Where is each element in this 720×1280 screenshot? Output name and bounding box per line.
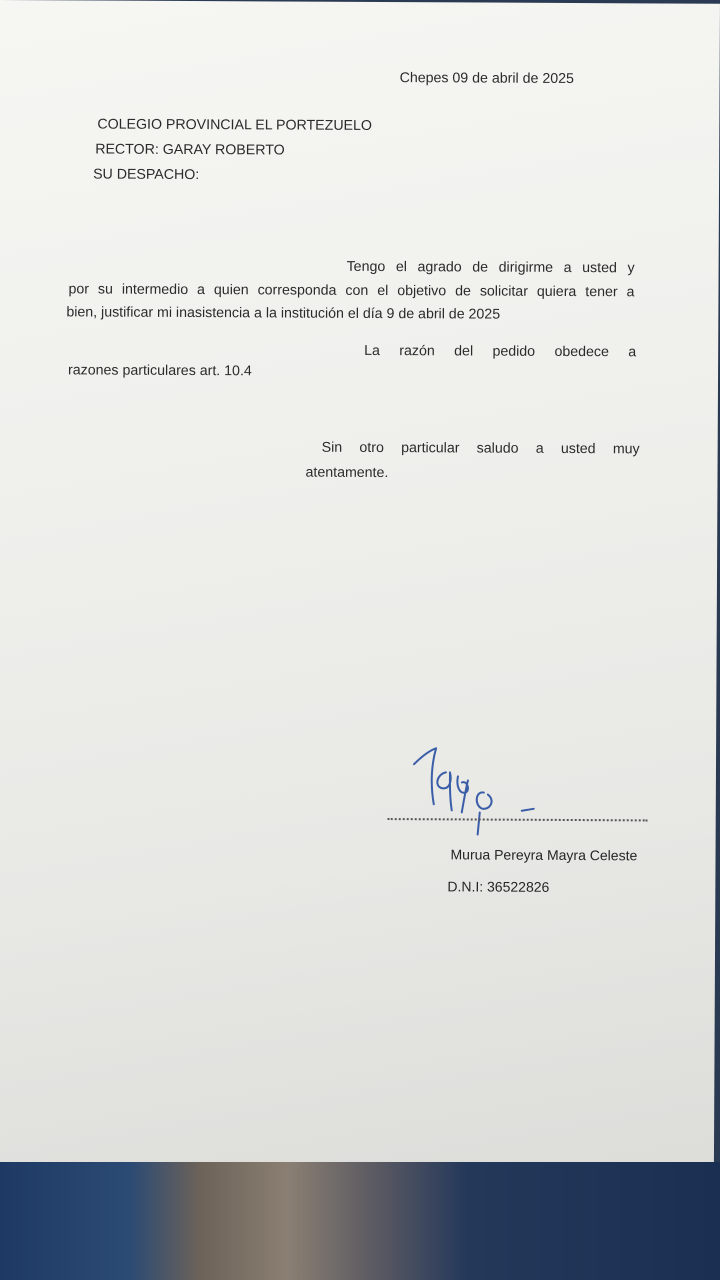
body-p1-line1: Tengo el agrado de dirigirme a usted y <box>346 258 635 277</box>
signer-name: Murua Pereyra Mayra Celeste <box>450 846 638 864</box>
body-p3-line1: Sin otro particular saludo a usted muy <box>321 439 640 458</box>
recipient-rector: RECTOR: GARAY ROBERTO <box>95 141 285 159</box>
signer-dni: D.N.I: 36522826 <box>447 878 550 895</box>
body-p1-line3: bien, justificar mi inasistencia a la institución el día 9 de abril de 2025 <box>66 304 501 323</box>
recipient-institution: COLEGIO PROVINCIAL EL PORTEZUELO <box>97 116 373 134</box>
background-surface <box>0 1162 720 1280</box>
body-p2-line2: razones particulares art. 10.4 <box>68 362 252 380</box>
place-date: Chepes 09 de abril de 2025 <box>399 70 574 88</box>
recipient-office: SU DESPACHO: <box>93 166 200 184</box>
body-p2-line1: La razón del pedido obedece a <box>364 342 637 361</box>
body-p1-line2: por su intermedio a quien corresponda con el objetivo de solicitar quiera tener a <box>68 281 635 301</box>
body-p3-line2: atentamente. <box>305 464 389 482</box>
handwritten-signature <box>406 742 556 838</box>
